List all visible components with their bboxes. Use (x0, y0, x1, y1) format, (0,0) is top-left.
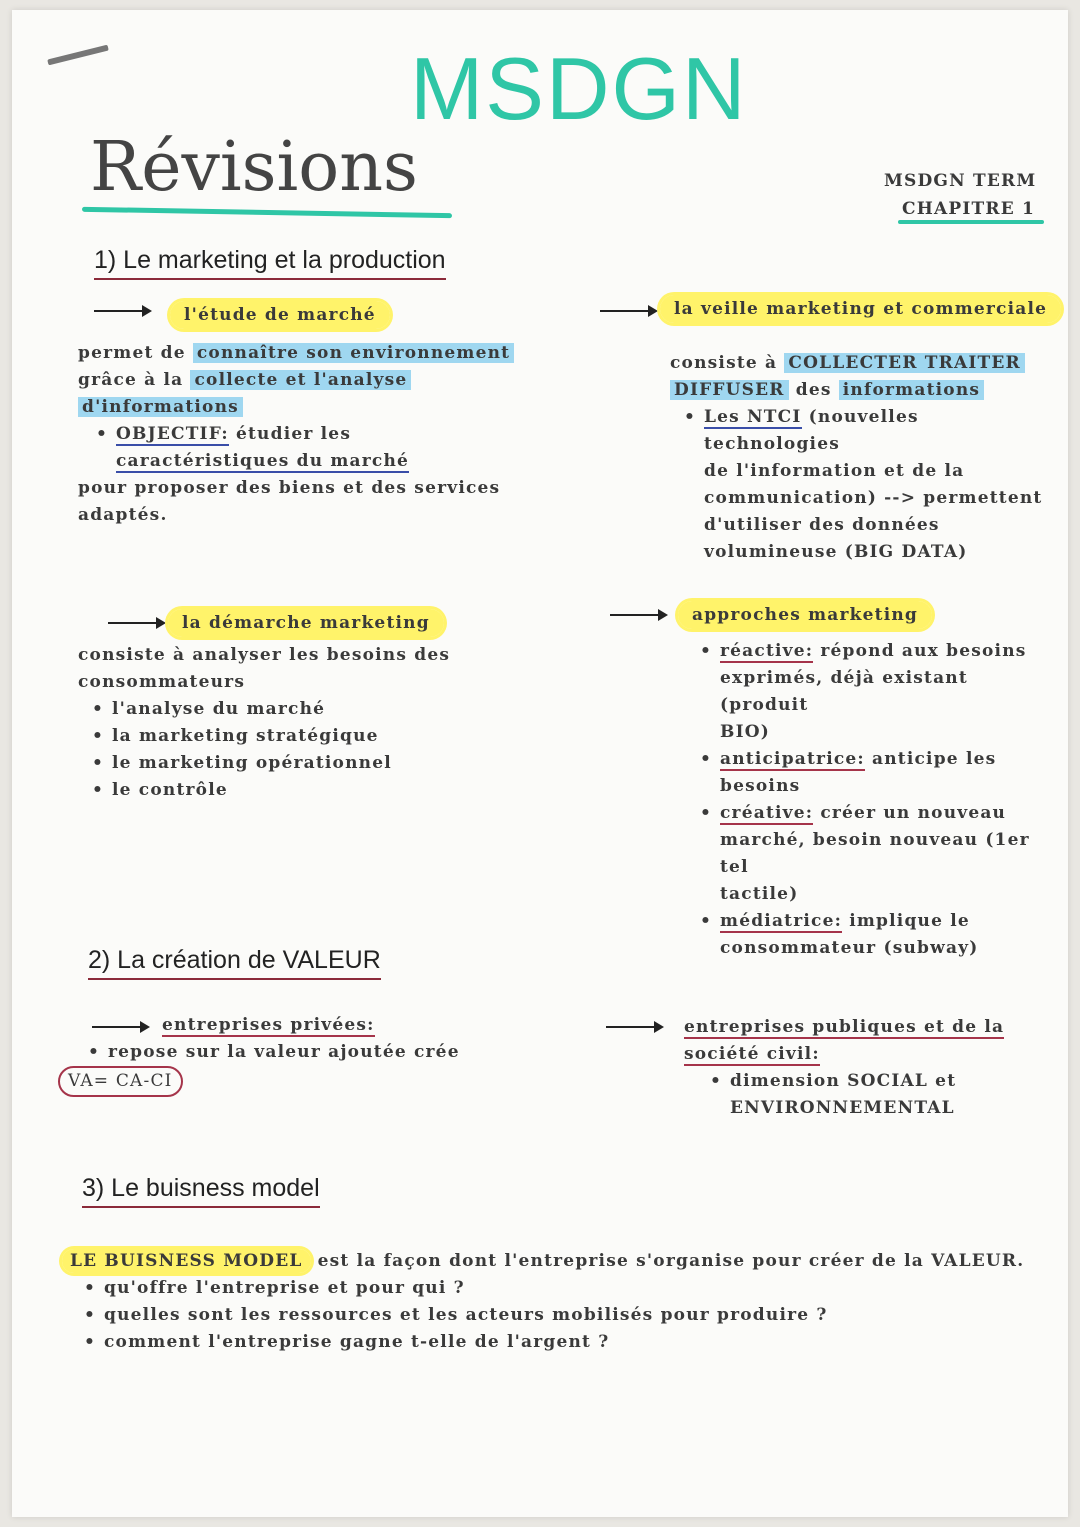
approche-reactive: • réactive: répond aux besoins exprimés, déjà existant (produit BIO) (720, 638, 1048, 746)
veille-body: consiste à COLLECTER TRAITER DIFFUSER des informations • Les NTCI (nouvelles technologies de l'information et de la communication) --> permettent d'utiliser des données volumineuse (BIG DATA) (670, 350, 1060, 566)
list-item: • qu'offre l'entreprise et pour qui ? (104, 1275, 1052, 1302)
business-model-term: LE BUISNESS MODEL (62, 1249, 311, 1273)
demarche-heading (168, 610, 444, 637)
paper-sheet (12, 10, 1068, 1517)
etude-after-2: adaptés. (78, 505, 168, 525)
list-item: • quelles sont les ressources et les acteurs mobilisés pour produire ? (104, 1302, 1052, 1329)
privees-heading: entreprises privées: (162, 1015, 375, 1035)
section-1-title (94, 246, 446, 275)
etude-heading (170, 302, 390, 329)
arrow-right-icon (610, 614, 666, 616)
title-underline (82, 207, 452, 218)
approche-creative: • créative: créer un nouveau marché, besoin nouveau (1er tel tactile) (720, 800, 1048, 908)
page-title: Révisions (90, 128, 418, 207)
arrow-right-icon (108, 622, 164, 624)
approches-heading-text: approches marketing (678, 601, 932, 629)
section-3-title-text: 3) Le buisness model (82, 1174, 320, 1208)
section-2-title (88, 946, 381, 975)
pencil-mark (47, 45, 109, 66)
veille-heading (660, 296, 1061, 323)
section-3-title (82, 1174, 320, 1203)
arrow-right-icon (94, 310, 150, 312)
chapter-underline (898, 220, 1044, 224)
etude-after-1: pour proposer des biens et des services (78, 478, 501, 498)
approches-body (678, 638, 1048, 962)
ntci-item: • Les NTCI (nouvelles technologies de l'information et de la communication) --> permettent d'utiliser des données volumineuse (BIG DATA) (704, 404, 1060, 566)
publiques-heading: entreprises publiques et de la (684, 1017, 1005, 1037)
business-model-definition: est la façon dont l'entreprise s'organise pour créer de la VALEUR. (310, 1251, 1025, 1271)
highlight-informations: d'informations (78, 397, 243, 417)
publiques-item: • dimension SOCIAL et ENVIRONNEMENTAL (730, 1068, 1044, 1122)
highlight-environnement: connaître son environnement (193, 343, 514, 363)
list-item: • la marketing stratégique (112, 723, 538, 750)
demarche-body: consiste à analyser les besoins des consommateurs • l'analyse du marché • la marketing stratégique • le marketing opérationnel • le contrôle (78, 642, 538, 804)
demarche-heading-text: la démarche marketing (168, 609, 444, 637)
section-1-title-text: 1) Le marketing et la production (94, 246, 446, 280)
veille-heading-text: la veille marketing et commerciale (660, 295, 1061, 323)
approche-anticipatrice: • anticipatrice: anticipe les besoins (720, 746, 1048, 800)
publiques-block: entreprises publiques et de la société civil: • dimension SOCIAL et ENVIRONNEMENTAL (684, 1014, 1044, 1122)
arrow-right-icon (600, 310, 656, 312)
list-item: • le contrôle (112, 777, 538, 804)
chapter-label: CHAPITRE 1 (902, 199, 1036, 219)
privees-block (86, 1012, 546, 1066)
etude-heading-text: l'étude de marché (170, 301, 390, 329)
list-item: • l'analyse du marché (112, 696, 538, 723)
list-item: • comment l'entreprise gagne t-elle de l'argent ? (104, 1329, 1052, 1356)
approches-heading (678, 602, 932, 629)
list-item: • le marketing opérationnel (112, 750, 538, 777)
logo-msdgn: MSDGN (410, 39, 748, 138)
etude-body: permet de connaître son environnement grâce à la collecte et l'analyse d'informations • OBJECTIF: étudier les caractéristiques du marché pour proposer des biens et des services adaptés. (78, 340, 578, 529)
privees-item: • repose sur la valeur ajoutée crée (108, 1039, 546, 1066)
objectif-item: • OBJECTIF: étudier les caractéristiques du marché (116, 421, 578, 475)
section-2-title-text: 2) La création de VALEUR (88, 946, 381, 980)
highlight-collecter: COLLECTER TRAITER (784, 353, 1024, 373)
business-model-block (62, 1248, 1052, 1356)
va-formula: VA= CA-CI (58, 1066, 183, 1097)
course-label: MSDGN TERM (884, 171, 1037, 191)
approche-mediatrice: • médiatrice: implique le consommateur (subway) (720, 908, 1048, 962)
arrow-right-icon (606, 1026, 662, 1028)
highlight-collecte: collecte et l'analyse (190, 370, 411, 390)
